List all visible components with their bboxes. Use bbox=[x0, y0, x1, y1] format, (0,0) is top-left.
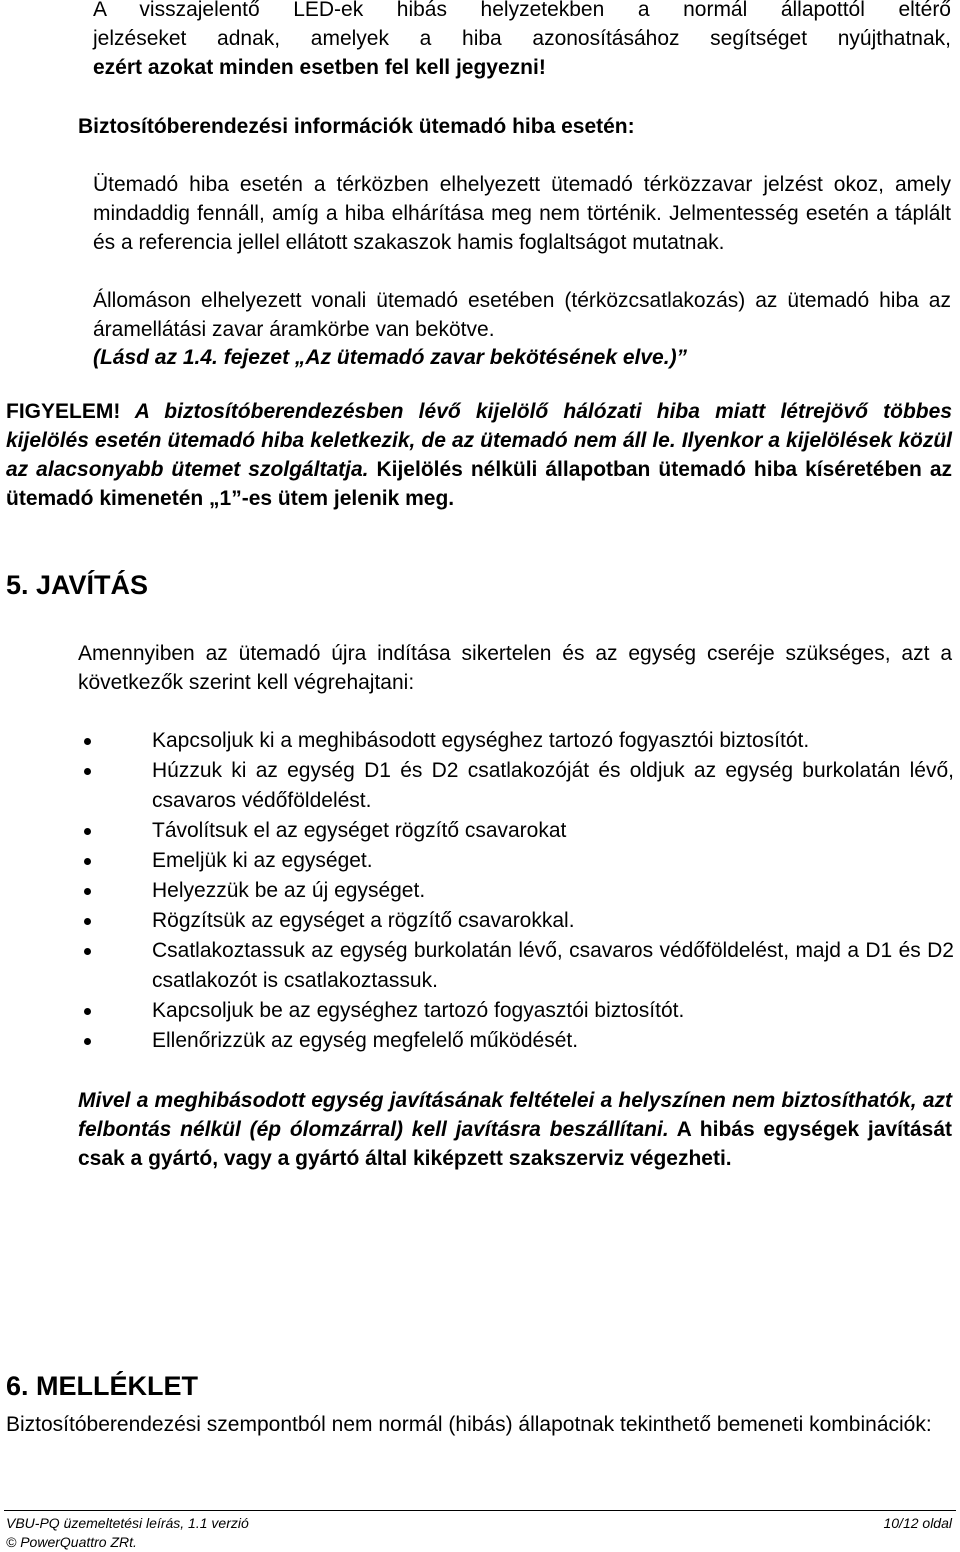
list-item: Ellenőrizzük az egység megfelelő működését. bbox=[78, 1026, 954, 1056]
list-item: Rögzítsük az egységet a rögzítő csavarokkal. bbox=[78, 906, 954, 936]
bullet-icon bbox=[84, 1008, 91, 1015]
bullet-icon bbox=[84, 1038, 91, 1045]
list-item: Emeljük ki az egységet. bbox=[78, 846, 954, 876]
section-5-title: 5. JAVÍTÁS bbox=[6, 570, 149, 600]
section-6-text: Biztosítóberendezési szempontból nem normál (hibás) állapotnak tekinthető bemeneti kombinációk: bbox=[6, 1413, 932, 1436]
repair-note-2: A hibás egységek javítását csak a gyártó, vagy a gyártó által kiképzett szakszerviz végezheti. bbox=[78, 1118, 952, 1170]
list-item: Húzzuk ki az egység D1 és D2 csatlakozóját és oldjuk az egység burkolatán lévő, csavaros védőföldelést. bbox=[78, 756, 954, 816]
list-item: Helyezzük be az új egységet. bbox=[78, 876, 954, 906]
warning-label: FIGYELEM! bbox=[6, 400, 121, 423]
bullet-icon bbox=[84, 888, 91, 895]
safety-info-paragraph-2: Állomáson elhelyezett vonali ütemadó esetében (térközcsatlakozás) az ütemadó hiba az áramellátási zavar áramkörbe van bekötve. bbox=[93, 289, 951, 341]
footer-page-number: 10/12 oldal bbox=[883, 1515, 952, 1531]
bullet-icon bbox=[84, 828, 91, 835]
section-5-intro: Amennyiben az ütemadó újra indítása sikertelen és az egység cseréje szükséges, azt a következők szerint kell végrehajtani: bbox=[78, 642, 952, 694]
safety-info-heading: Biztosítóberendezési információk ütemadó hiba esetén: bbox=[78, 115, 635, 138]
bullet-icon bbox=[84, 738, 91, 745]
bullet-icon bbox=[84, 918, 91, 925]
footer-copyright: © PowerQuattro ZRt. bbox=[6, 1534, 137, 1550]
footer-doc-title: VBU-PQ üzemeltetési leírás, 1.1 verzió bbox=[6, 1515, 249, 1531]
warning-text-2: Kijelölés nélküli állapotban ütemadó hiba kíséretében az ütemadó kimenetén „1”-es ütem jelenik meg. bbox=[6, 458, 952, 510]
list-item: Csatlakoztassuk az egység burkolatán lévő, csavaros védőföldelést, majd a D1 és D2 csatlakozót is csatlakoztassuk. bbox=[78, 936, 954, 996]
list-item: Távolítsuk el az egységet rögzítő csavarokat bbox=[78, 816, 954, 846]
intro-line-2: jelzéseket adnak, amelyek a hiba azonosításához segítséget nyújthatnak, bbox=[93, 27, 951, 50]
repair-steps-list bbox=[78, 726, 954, 1056]
list-item: Kapcsoljuk be az egységhez tartozó fogyasztói biztosítót. bbox=[78, 996, 954, 1026]
warning-block bbox=[6, 397, 952, 513]
list-item: Kapcsoljuk ki a meghibásodott egységhez tartozó fogyasztói biztosítót. bbox=[78, 726, 954, 756]
intro-paragraph bbox=[93, 0, 951, 82]
safety-info-paragraph-1: Ütemadó hiba esetén a térközben elhelyezett ütemadó térközzavar jelzést okoz, amely mindaddig fennáll, amíg a hiba elhárítása meg nem történik. Jelmentesség esetén a táplált és a referencia jellel ellátott szakaszok hamis foglaltságot mutatnak. bbox=[93, 173, 951, 254]
repair-note bbox=[78, 1086, 952, 1173]
footer-divider bbox=[4, 1510, 956, 1511]
bullet-icon bbox=[84, 948, 91, 955]
bullet-icon bbox=[84, 768, 91, 775]
chapter-reference: (Lásd az 1.4. fejezet „Az ütemadó zavar bekötésének elve.)” bbox=[93, 346, 688, 369]
warning-text-1: A biztosítóberendezésben lévő kijelölő hálózati hiba miatt létrejövő többes kijelölés esetén ütemadó hiba keletkezik, de az ütemadó nem áll le. Ilyenkor a kijelölések közül az alacsonyabb ütemet szolgáltatja. bbox=[6, 400, 952, 481]
intro-line-3: ezért azokat minden esetben fel kell jegyezni! bbox=[93, 56, 546, 79]
section-6-title: 6. MELLÉKLET bbox=[6, 1371, 199, 1401]
bullet-icon bbox=[84, 858, 91, 865]
repair-note-1: Mivel a meghibásodott egység javításának feltételei a helyszínen nem biztosíthatók, azt felbontás nélkül (ép ólomzárral) kell javításra beszállítani. bbox=[78, 1089, 952, 1141]
intro-line-1: A visszajelentő LED-ek hibás helyzetekben a normál állapottól eltérő bbox=[93, 0, 951, 21]
